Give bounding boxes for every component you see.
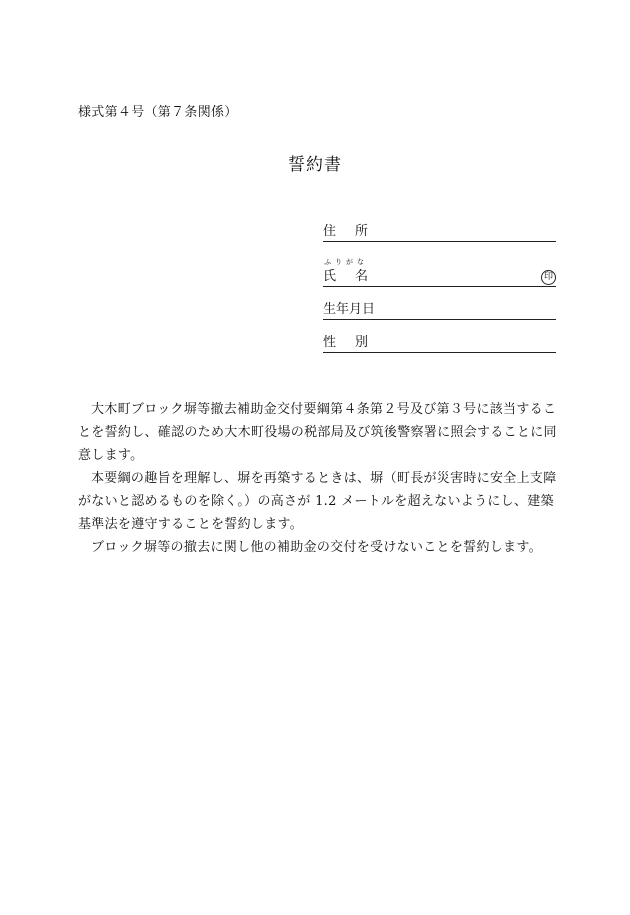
sex-label: 性別 — [323, 335, 388, 350]
birthdate-label: 生年月日 — [323, 302, 376, 317]
address-field[interactable] — [323, 222, 556, 242]
pledge-paragraph-2: 本要綱の趣旨を理解し、塀を再築するときは、塀（町長が災害時に安全上支障がないと認めるものを除く。）の高さが 1.2 メートルを超えないようにし、建築基準法を遵守することを誓約します。 — [78, 471, 557, 532]
birthdate-field[interactable] — [323, 300, 556, 320]
form-number: 様式第４号（第７条関係） — [78, 105, 238, 120]
applicant-fields — [323, 222, 556, 353]
pledge-paragraph-1: 大木町ブロック塀等撤去補助金交付要綱第４条第２号及び第３号に該当することを誓約し、確認のため大木町役場の税部局及び筑後警察署に照会することに同意します。 — [78, 402, 557, 463]
furigana-label: ふりがな — [324, 258, 368, 266]
name-field[interactable] — [323, 267, 556, 287]
document-title: 誓約書 — [288, 155, 342, 175]
address-label: 住所 — [323, 224, 388, 239]
sex-field[interactable] — [323, 333, 556, 353]
pledge-paragraph-3: ブロック塀等の撤去に関し他の補助金の交付を受けないことを誓約します。 — [91, 540, 542, 555]
seal-icon: 印 — [541, 270, 556, 285]
name-label: 氏名 — [323, 269, 388, 284]
pledge-body — [78, 398, 560, 559]
